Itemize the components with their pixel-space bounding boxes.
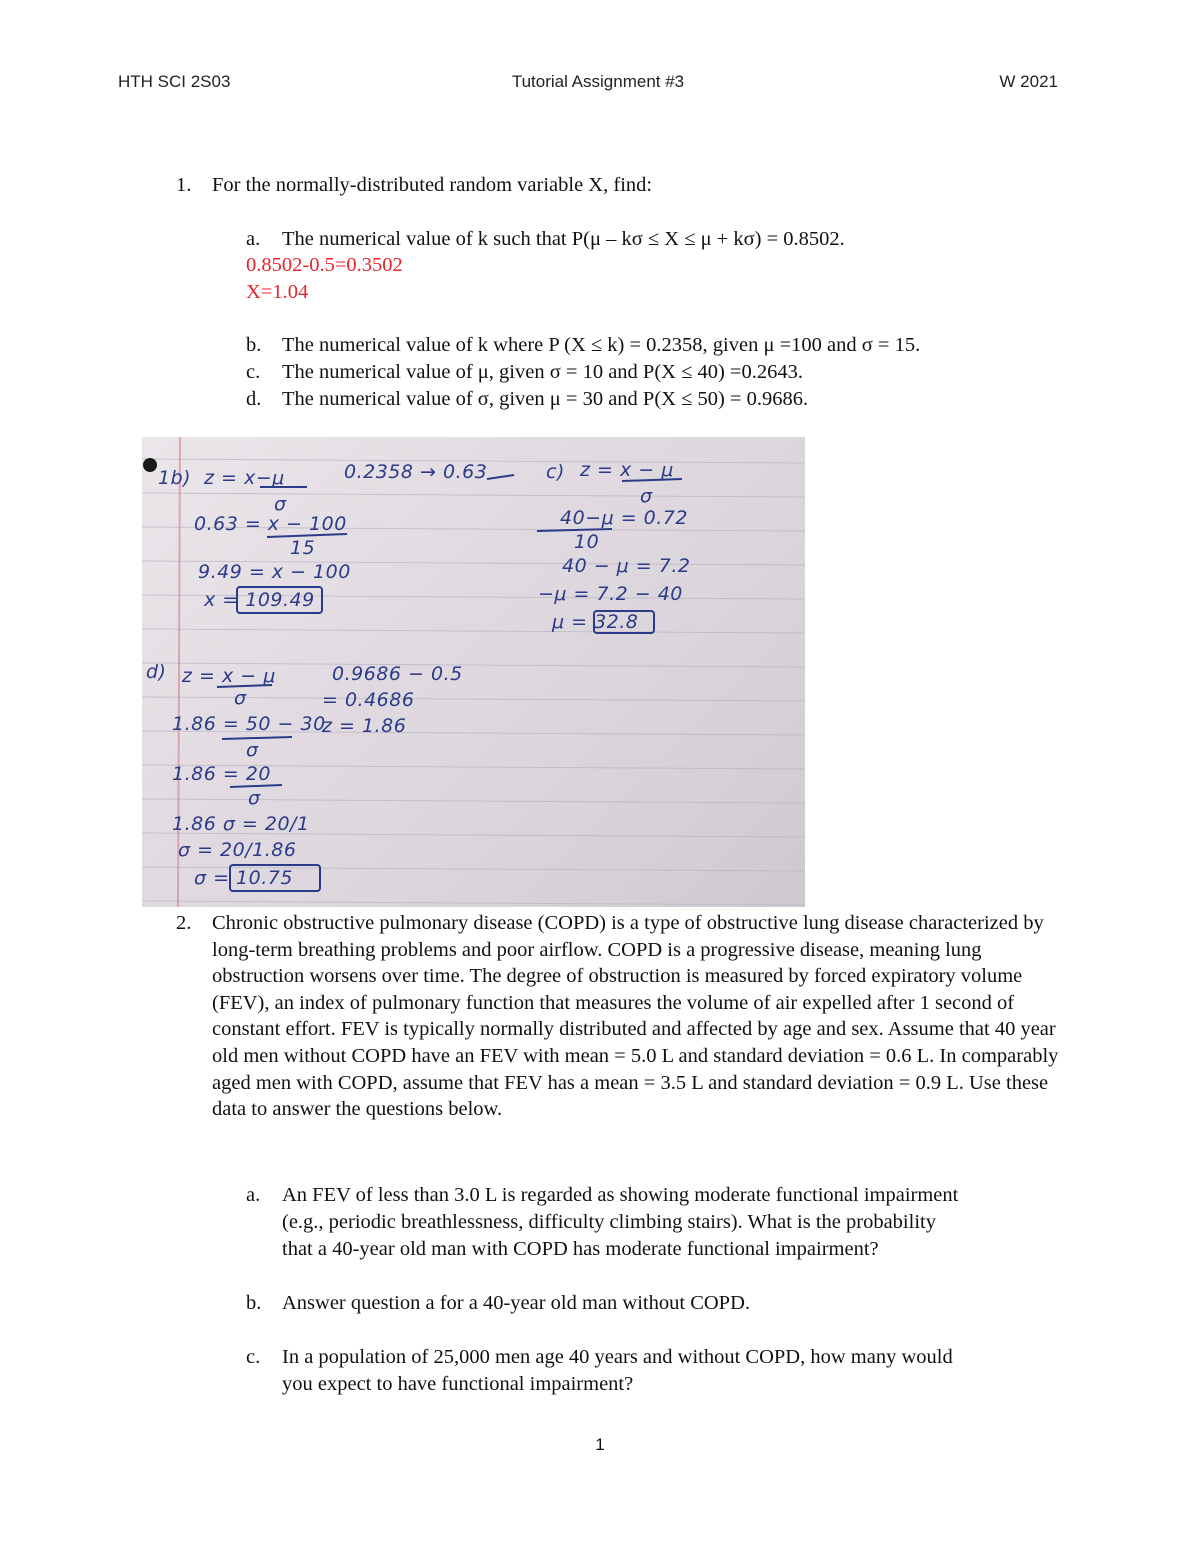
q1a-answer-line2: X=1.04 xyxy=(246,281,309,303)
q1c-text: The numerical value of μ, given σ = 10 and P(X ≤ 40) =0.2643. xyxy=(282,361,803,383)
hw-c-line5: μ = 32.8 xyxy=(552,611,639,633)
q2c-label: c. xyxy=(246,1346,261,1368)
hw-c-label: c) xyxy=(546,461,565,483)
question-2-body: Chronic obstructive pulmonary disease (COPD) is a type of obstructive lung disease characterized by long-term breathing problems and poor airflow. COPD is a progressive disease, meaning lung obstruction worsens over time. The degree of obstruction is measured by forced expiratory volume (FEV), an index of pulmonary function that measures the volume of air expelled after 1 second of constant effort. FEV is typically normally distributed and affected by age and sex. Assume that 40 year old men without COPD have an FEV with mean = 5.0 L and standard deviation = 0.6 L. In comparably aged men with COPD, assume that FEV has a mean = 3.5 L and standard deviation = 0.9 L. Use these data to answer the questions below. xyxy=(212,912,1059,1121)
hw-c-line4: −μ = 7.2 − 40 xyxy=(538,583,683,605)
q1a-label: a. xyxy=(246,228,261,250)
course-code: HTH SCI 2S03 xyxy=(118,72,231,91)
page-number: 1 xyxy=(595,1435,605,1454)
question-1-number: 1. xyxy=(176,174,192,196)
hw-d-line5: σ = 20/1.86 xyxy=(178,839,297,861)
q1a-text: The numerical value of k such that P(μ – kσ ≤ X ≤ μ + kσ) = 0.8502. xyxy=(282,228,845,250)
page-header xyxy=(118,72,1058,98)
hw-c-line1b: σ xyxy=(640,485,653,507)
hw-d-line1: z = x − μ xyxy=(182,665,276,687)
hw-d-line4: 1.86 σ = 20/1 xyxy=(172,813,310,835)
hw-b-line2b: 15 xyxy=(290,537,316,559)
hw-d-note1: 0.9686 − 0.5 xyxy=(332,663,463,685)
q2a-line2: (e.g., periodic breathlessness, difficulty climbing stairs). What is the probability xyxy=(282,1211,936,1233)
hw-b-line4: x = 109.49 xyxy=(204,589,315,611)
q2c-line2: you expect to have functional impairment? xyxy=(282,1373,634,1395)
q2a-label: a. xyxy=(246,1184,261,1206)
hw-d-line3: 1.86 = 20 xyxy=(172,763,271,785)
q1b-text: The numerical value of k where P (X ≤ k) = 0.2358, given μ =100 and σ = 15. xyxy=(282,334,921,356)
q1a-answer-line1: 0.8502-0.5=0.3502 xyxy=(246,254,403,276)
question-1-prompt: For the normally-distributed random variable X, find: xyxy=(212,174,653,196)
hw-c-line3: 40 − μ = 7.2 xyxy=(562,555,691,577)
q2b-label: b. xyxy=(246,1292,262,1314)
hw-b-line1b: σ xyxy=(274,493,287,515)
hw-b-line3: 9.49 = x − 100 xyxy=(198,561,351,583)
hw-c-line1: z = x − μ xyxy=(580,459,674,481)
hw-b-label: 1b) xyxy=(158,467,192,489)
hw-d-note2: = 0.4686 xyxy=(322,689,415,711)
hw-d-note3: z = 1.86 xyxy=(322,715,407,737)
q1c-label: c. xyxy=(246,361,261,383)
hw-d-line2b: σ xyxy=(246,739,259,761)
q2b-text: Answer question a for a 40-year old man without COPD. xyxy=(282,1292,750,1314)
q1d-label: d. xyxy=(246,388,262,410)
handwritten-work-photo xyxy=(142,437,805,907)
q1b-label: b. xyxy=(246,334,262,356)
q1d-text: The numerical value of σ, given μ = 30 and P(X ≤ 50) = 0.9686. xyxy=(282,388,809,410)
hw-d-line2: 1.86 = 50 − 30 xyxy=(172,713,326,735)
hw-d-line6: σ = 10.75 xyxy=(194,867,293,889)
hw-d-line1b: σ xyxy=(234,687,247,709)
q2a-line3: that a 40-year old man with COPD has moderate functional impairment? xyxy=(282,1238,879,1260)
document-title: Tutorial Assignment #3 xyxy=(511,72,685,91)
hw-d-label: d) xyxy=(146,661,167,683)
hw-b-line2: 0.63 = x − 100 xyxy=(194,513,347,535)
hw-b-note: 0.2358 → 0.63 xyxy=(344,461,488,483)
hw-b-line1: z = x−μ xyxy=(204,467,285,489)
hw-c-line2b: 10 xyxy=(574,531,600,553)
hw-d-line3b: σ xyxy=(248,787,261,809)
q2a-line1: An FEV of less than 3.0 L is regarded as showing moderate functional impairment xyxy=(282,1184,959,1206)
hw-c-line2: 40−μ = 0.72 xyxy=(560,507,688,529)
q2c-line1: In a population of 25,000 men age 40 years and without COPD, how many would xyxy=(282,1346,953,1368)
question-2-number: 2. xyxy=(176,912,192,934)
term: W 2021 xyxy=(999,72,1058,91)
